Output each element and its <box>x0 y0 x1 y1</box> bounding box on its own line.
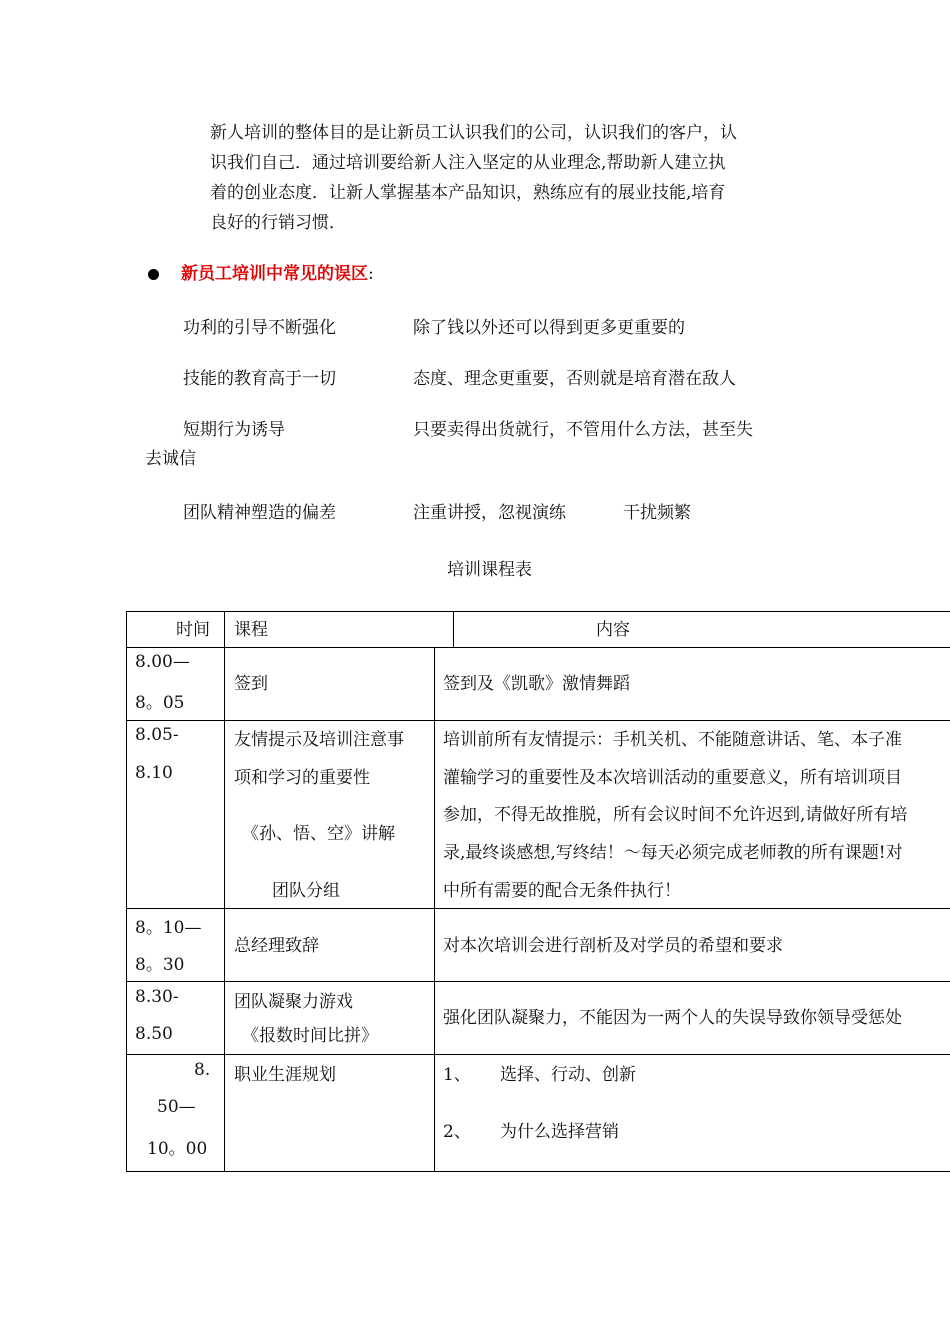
table-rule <box>453 611 454 647</box>
row-time: 8。05 <box>135 693 185 713</box>
row-content: 中所有需要的配合无条件执行！ <box>443 881 681 901</box>
row-course: 签到 <box>234 674 268 694</box>
intro-line: 着的创业态度．让新人掌握基本产品知识，熟练应有的展业技能,培育 <box>210 183 726 203</box>
row-time: 8. <box>194 1060 211 1080</box>
row-course: 总经理致辞 <box>234 936 319 956</box>
row-time: 8.50 <box>135 1024 173 1044</box>
pitfall-name: 短期行为诱导 <box>183 420 285 440</box>
row-content: 培训前所有友情提示：手机关机、不能随意讲话、笔、本子准 <box>443 730 902 750</box>
pitfall-desc: 注重讲授，忽视演练 <box>413 503 566 523</box>
pitfall-desc-continuation: 去诚信 <box>145 449 196 469</box>
row-time: 8.30- <box>135 987 179 1007</box>
row-content: 录,最终谈感想,写终结！～每天必须完成老师教的所有课题!对 <box>443 843 903 863</box>
pitfall-name: 技能的教育高于一切 <box>183 369 336 389</box>
row-course: 《孙、悟、空》讲解 <box>242 824 395 844</box>
row-time: 8.05- <box>135 725 179 745</box>
row-course: 团队凝聚力游戏 <box>234 992 353 1012</box>
list-number: 2、 <box>443 1122 471 1142</box>
row-time: 8。30 <box>135 955 185 975</box>
pitfalls-heading-row <box>148 259 374 284</box>
row-time: 8.00— <box>135 652 190 672</box>
row-content: 对本次培训会进行剖析及对学员的希望和要求 <box>443 936 783 956</box>
schedule-table <box>126 611 950 1172</box>
table-rule <box>126 981 950 982</box>
pitfalls-heading: 新员工培训中常见的误区 <box>181 264 368 284</box>
table-rule <box>126 908 950 909</box>
table-rule <box>126 647 950 648</box>
pitfall-desc: 只要卖得出货就行，不管用什么方法，甚至失 <box>413 420 753 440</box>
header-course: 课程 <box>234 620 268 640</box>
header-content: 内容 <box>596 620 630 640</box>
row-content: 参加，不得无故推脱，所有会议时间不允许迟到,请做好所有培 <box>443 805 908 825</box>
intro-line: 良好的行销习惯． <box>210 213 346 233</box>
row-course: 职业生涯规划 <box>234 1065 336 1085</box>
row-course: 团队分组 <box>272 881 340 901</box>
row-time: 50— <box>157 1097 196 1117</box>
row-content: 强化团队凝聚力，不能因为一两个人的失误导致你领导受惩处 <box>443 1008 902 1028</box>
intro-line: 新人培训的整体目的是让新员工认识我们的公司，认识我们的客户，认 <box>210 123 737 143</box>
row-content: 灌输学习的重要性及本次培训活动的重要意义，所有培训项目 <box>443 768 902 788</box>
table-rule <box>126 611 127 1172</box>
row-time: 10。00 <box>147 1139 208 1159</box>
pitfalls-colon: : <box>368 264 374 284</box>
table-rule <box>126 1054 950 1055</box>
pitfall-desc: 除了钱以外还可以得到更多更重要的 <box>413 318 685 338</box>
header-time: 时间 <box>176 620 210 640</box>
table-rule <box>126 611 950 612</box>
table-rule <box>126 720 950 721</box>
bullet-icon <box>148 269 159 280</box>
row-time: 8。10— <box>135 918 202 938</box>
pitfall-desc-extra: 干扰频繁 <box>623 503 691 523</box>
row-content: 签到及《凯歌》激情舞蹈 <box>443 674 630 694</box>
row-time: 8.10 <box>135 763 173 783</box>
list-number: 1、 <box>443 1065 471 1085</box>
pitfall-name: 功利的引导不断强化 <box>183 318 336 338</box>
row-course: 友情提示及培训注意事 <box>234 730 404 750</box>
intro-line: 识我们自己．通过培训要给新人注入坚定的从业理念,帮助新人建立执 <box>210 153 726 173</box>
row-content: 为什么选择营销 <box>500 1122 619 1142</box>
table-rule <box>224 611 225 1172</box>
pitfall-name: 团队精神塑造的偏差 <box>183 503 336 523</box>
pitfall-desc: 态度、理念更重要，否则就是培育潜在敌人 <box>413 369 736 389</box>
schedule-title: 培训课程表 <box>447 560 532 580</box>
table-rule <box>434 647 435 1172</box>
row-course: 项和学习的重要性 <box>234 768 370 788</box>
row-content: 选择、行动、创新 <box>500 1065 636 1085</box>
row-course: 《报数时间比拼》 <box>242 1026 378 1046</box>
table-rule <box>126 1171 950 1172</box>
intro-paragraph <box>210 118 810 238</box>
